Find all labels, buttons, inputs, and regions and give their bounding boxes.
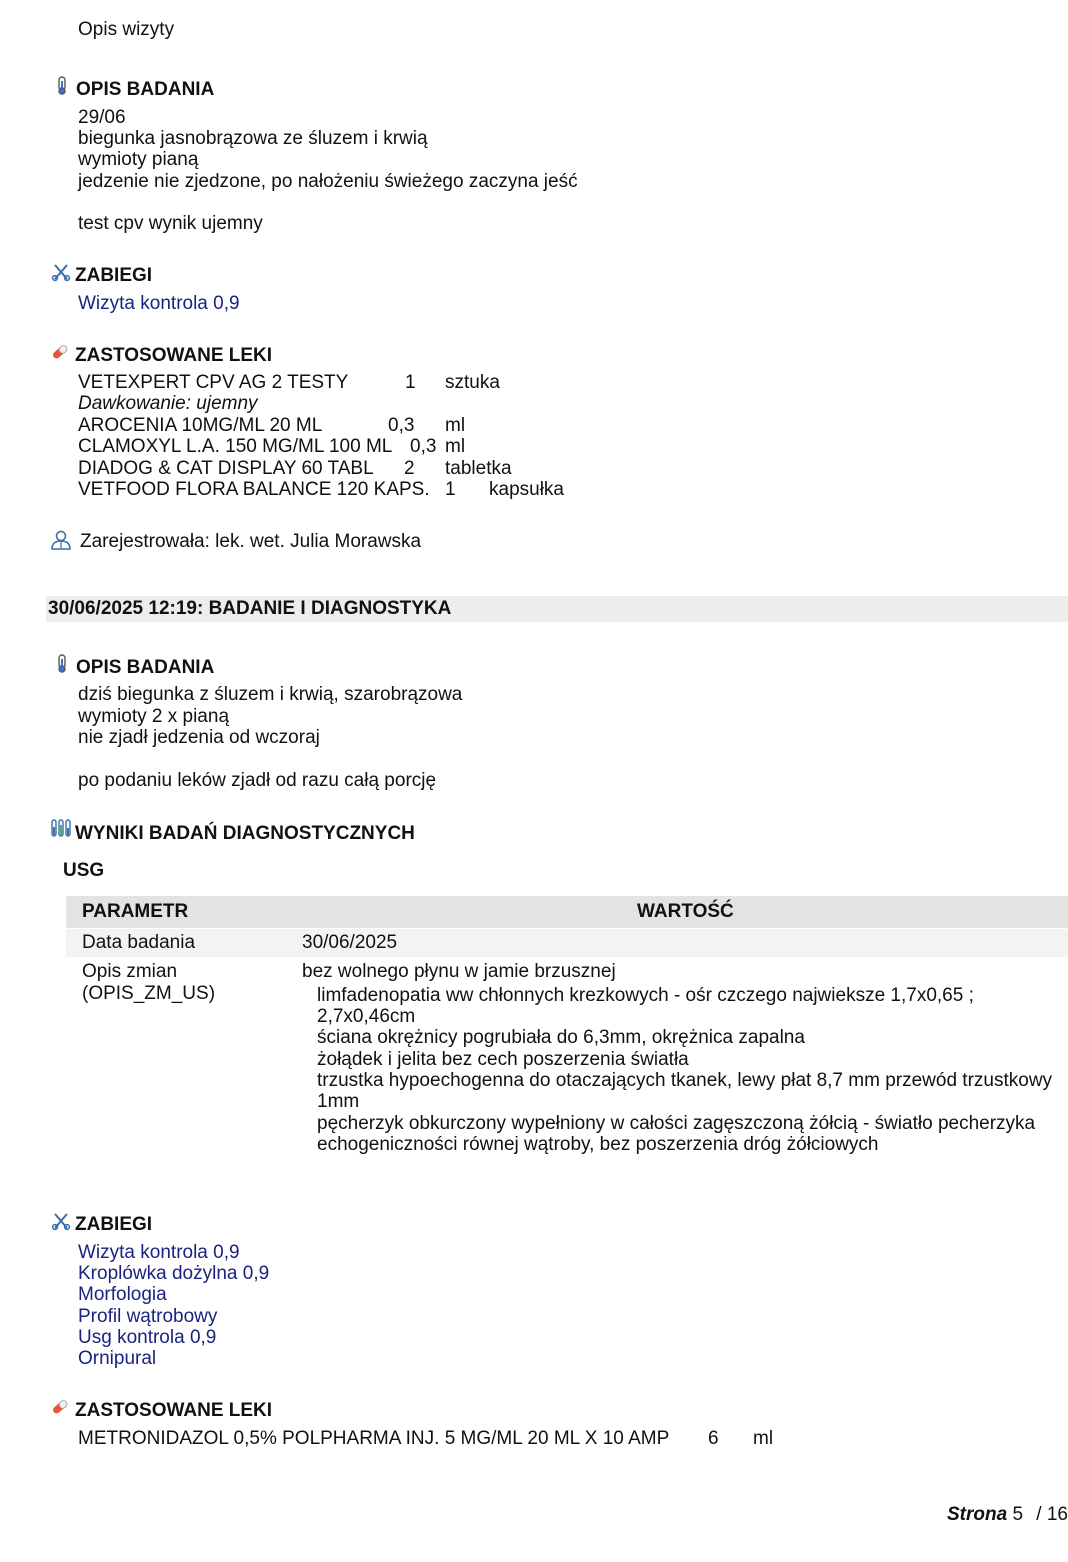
- value-line: żołądek i jelita bez cech poszerzenia światła: [317, 1049, 689, 1070]
- med-unit: ml: [753, 1428, 774, 1449]
- opis-line: wymioty pianą: [78, 149, 199, 170]
- leki-heading: ZASTOSOWANE LEKI: [75, 345, 273, 366]
- table-row: [66, 929, 1068, 957]
- value-line: 1mm: [317, 1091, 360, 1112]
- med-name: CLAMOXYL L.A. 150 MG/ML 100 ML: [78, 436, 393, 457]
- opis-wizyty-label: Opis wizyty: [78, 19, 175, 40]
- med-unit: ml: [445, 415, 466, 436]
- med-name: VETFOOD FLORA BALANCE 120 KAPS.: [78, 479, 430, 500]
- pill-icon: [50, 1397, 70, 1417]
- thermometer-icon: [52, 654, 72, 674]
- opis-badania-heading: OPIS BADANIA: [76, 79, 215, 100]
- param-cell: Opis zmian: [82, 961, 178, 982]
- page-number: 5: [1012, 1504, 1024, 1525]
- opis-badania-heading: OPIS BADANIA: [76, 657, 215, 678]
- med-name: AROCENIA 10MG/ML 20 ML: [78, 415, 323, 436]
- value-cell: bez wolnego płynu w jamie brzusznej: [302, 961, 616, 982]
- opis-line: 29/06: [78, 107, 126, 128]
- med-name: METRONIDAZOL 0,5% POLPHARMA INJ. 5 MG/ML 20 ML X 10 AMP: [78, 1428, 670, 1449]
- zabieg-item: Usg kontrola 0,9: [78, 1327, 217, 1348]
- value-line: ściana okrężnicy pogrubiała do 6,3mm, okrężnica zapalna: [317, 1027, 805, 1048]
- wyniki-heading: WYNIKI BADAŃ DIAGNOSTYCZNYCH: [75, 823, 415, 844]
- scissors-icon: [51, 262, 71, 282]
- med-unit: kapsułka: [489, 479, 564, 500]
- zabieg-item: Wizyta kontrola 0,9: [78, 293, 240, 314]
- opis-line: wymioty 2 x pianą: [78, 706, 230, 727]
- med-unit: tabletka: [445, 458, 512, 479]
- zabiegi-heading: ZABIEGI: [75, 265, 153, 286]
- med-name: VETEXPERT CPV AG 2 TESTY: [78, 372, 349, 393]
- value-line: 2,7x0,46cm: [317, 1006, 416, 1027]
- opis-extra: po podaniu leków zjadł od razu całą porcję: [78, 770, 437, 791]
- pill-icon: [50, 342, 70, 362]
- value-line: trzustka hypoechogenna do otaczających tkanek, lewy płat 8,7 mm przewód trzustkowy: [317, 1070, 1053, 1091]
- test-tubes-icon: [50, 819, 72, 839]
- med-name: DIADOG & CAT DISPLAY 60 TABL: [78, 458, 374, 479]
- zabieg-item: Morfologia: [78, 1284, 167, 1305]
- scissors-icon: [51, 1211, 71, 1231]
- param-cell-code: (OPIS_ZM_US): [82, 983, 216, 1004]
- med-dosage: Dawkowanie: ujemny: [78, 393, 258, 414]
- zabieg-item: Wizyta kontrola 0,9: [78, 1242, 240, 1263]
- usg-subtitle: USG: [63, 860, 105, 881]
- leki-heading: ZASTOSOWANE LEKI: [75, 1400, 273, 1421]
- col-value: WARTOŚĆ: [637, 901, 734, 922]
- med-qty: 6: [708, 1428, 719, 1449]
- value-line: pęcherzyk obkurczony wypełniony w całości zagęszczoną żółcią - światło pecherzyka: [317, 1113, 1036, 1134]
- zabieg-item: Ornipural: [78, 1348, 157, 1369]
- med-qty: 1: [405, 372, 416, 393]
- table-header: [66, 896, 1068, 928]
- doctor-icon: [50, 529, 72, 551]
- med-qty: 0,3: [388, 415, 415, 436]
- opis-extra: test cpv wynik ujemny: [78, 213, 263, 234]
- med-qty: 2: [404, 458, 415, 479]
- page-label: Strona: [946, 1504, 1008, 1525]
- med-qty: 0,3: [410, 436, 437, 457]
- opis-line: dziś biegunka z śluzem i krwią, szarobrązowa: [78, 684, 463, 705]
- value-line: echogeniczności równej wątroby, bez poszerzenia dróg żółciowych: [317, 1134, 879, 1155]
- value-line: limfadenopatia ww chłonnych krezkowych - ośr czczego najwieksze 1,7x0,65 ;: [317, 985, 974, 1006]
- opis-line: biegunka jasnobrązowa ze śluzem i krwią: [78, 128, 428, 149]
- visit-header: 30/06/2025 12:19: BADANIE I DIAGNOSTYKA: [48, 598, 452, 619]
- page-footer: [947, 1504, 1068, 1526]
- param-cell: Data badania: [82, 932, 196, 953]
- registered-by: Zarejestrowała: lek. wet. Julia Morawska: [80, 531, 422, 552]
- col-param: PARAMETR: [82, 901, 189, 922]
- zabiegi-heading: ZABIEGI: [75, 1214, 153, 1235]
- zabieg-item: Kroplówka dożylna 0,9: [78, 1263, 270, 1284]
- opis-line: jedzenie nie zjedzone, po nałożeniu świeżego zaczyna jeść: [78, 171, 578, 192]
- opis-line: nie zjadł jedzenia od wczoraj: [78, 727, 320, 748]
- value-cell: 30/06/2025: [302, 932, 398, 953]
- med-unit: ml: [445, 436, 466, 457]
- page-separator: /: [1036, 1504, 1042, 1525]
- page-total: 16: [1046, 1504, 1068, 1525]
- zabieg-item: Profil wątrobowy: [78, 1306, 218, 1327]
- thermometer-icon: [52, 76, 72, 96]
- med-unit: sztuka: [445, 372, 500, 393]
- med-qty: 1: [445, 479, 456, 500]
